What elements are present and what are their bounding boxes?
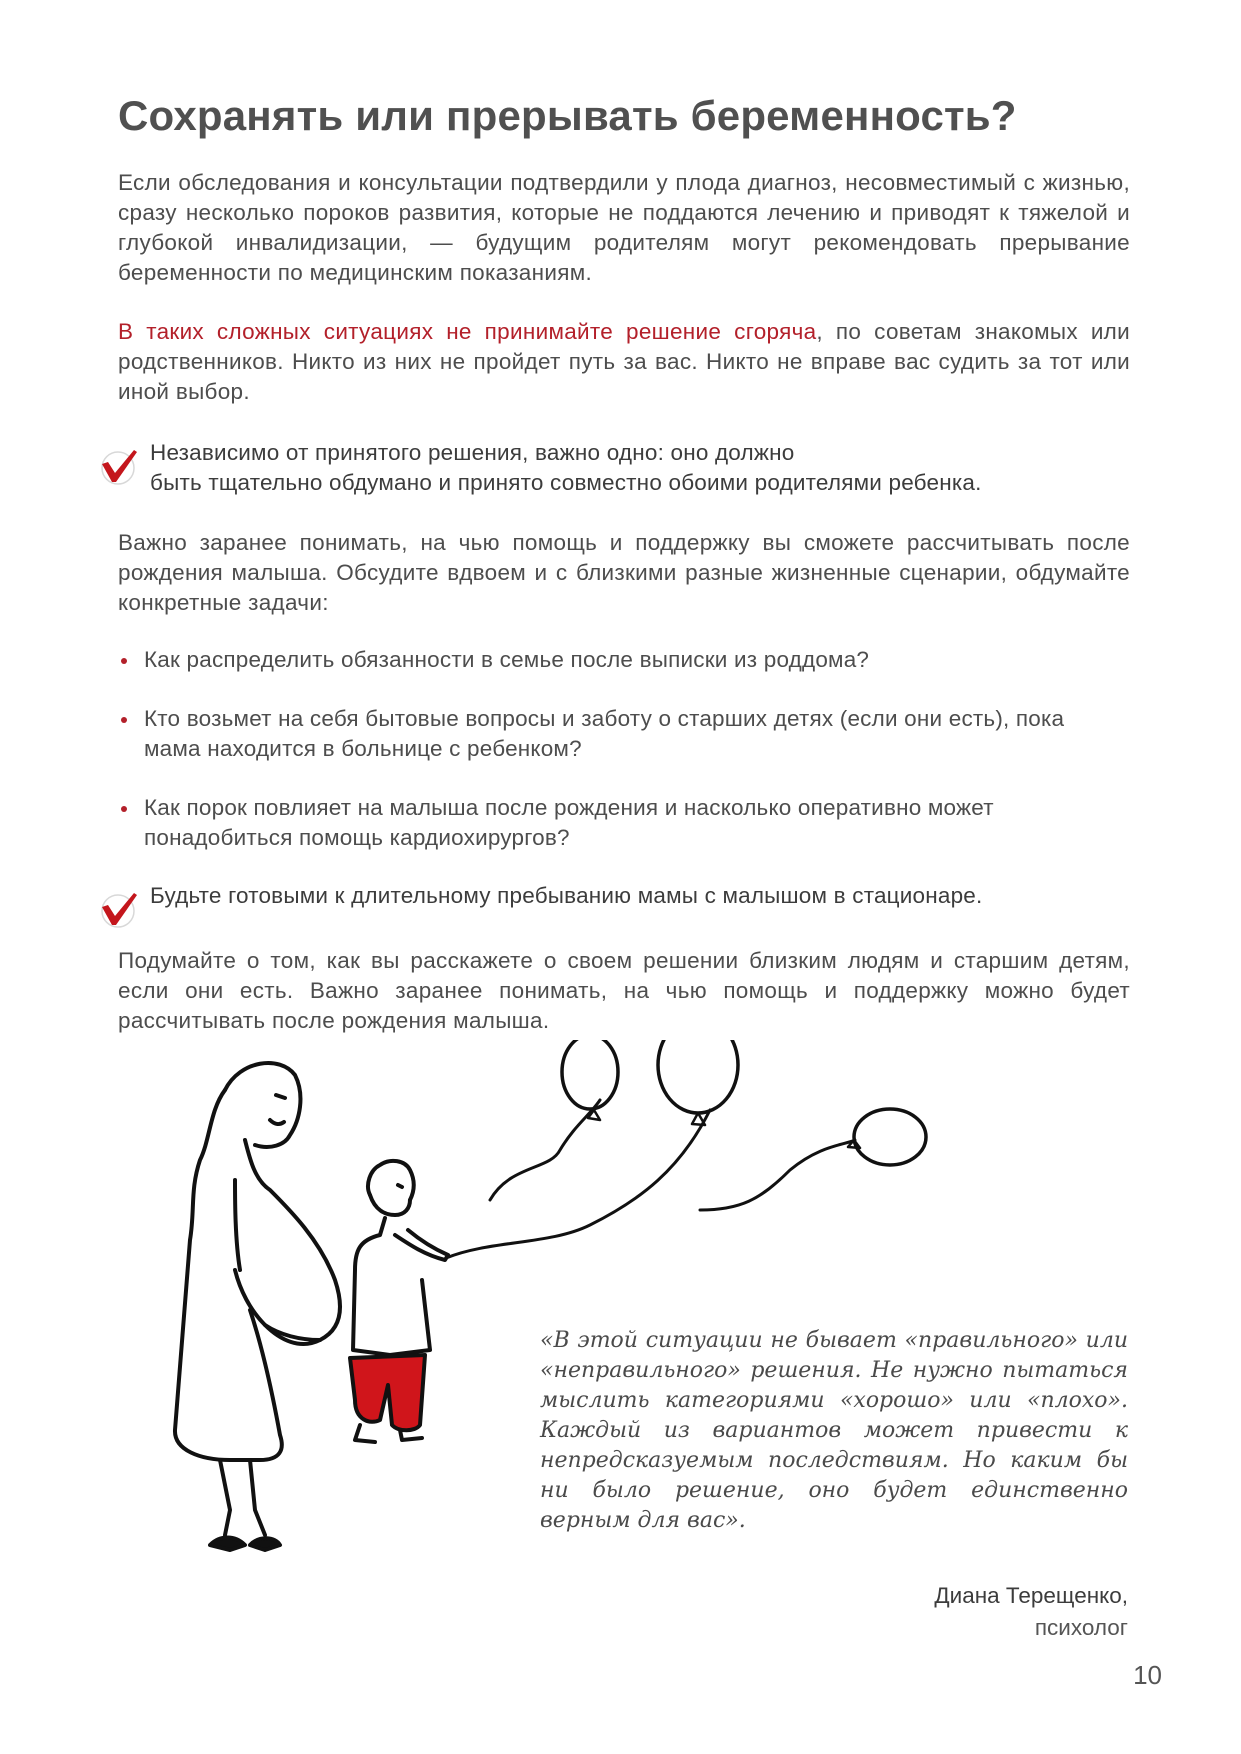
list-item: Как порок повлияет на малыша после рождения и насколько оперативно может понадобиться помощь кардиохирургов? xyxy=(118,793,1104,853)
bullet-icon xyxy=(121,658,127,664)
psychologist-quote: «В этой ситуации не бывает «правильного» или «неправильного» решения. Не нужно пытаться мыслить категориями «хорошо» или «плохо». Каждый из вариантов может привести к непредсказуемым последствиям. Но каким бы ни было решение, оно будет единственно верным для вас». xyxy=(540,1328,1128,1533)
bullet-icon xyxy=(121,806,127,812)
planning-paragraph: Важно заранее понимать, на чью помощь и поддержку вы сможете рассчитывать после рождения малыша. Обсудите вдвоем и с близкими разные жизненные сценарии, обдумайте конкретные задачи: xyxy=(118,530,1130,615)
pregnant-woman-figure xyxy=(175,1063,340,1550)
red-checkmark-icon xyxy=(98,889,140,931)
child-figure xyxy=(350,1161,448,1442)
red-checkmark-icon xyxy=(98,446,140,488)
author-name: Диана Терещенко, xyxy=(934,1583,1128,1608)
page-title: Сохранять или прерывать беременность? xyxy=(118,92,1017,139)
list-item: Кто возьмет на себя бытовые вопросы и заботу о старших детях (если они есть), пока мама находится в больнице с ребенком? xyxy=(118,704,1104,764)
page-number: 10 xyxy=(1133,1660,1162,1690)
check-note-text: Независимо от принятого решения, важно одно: оно должно быть тщательно обдумано и принято совместно обоими родителями ребенка. xyxy=(150,440,982,495)
closing-paragraph: Подумайте о том, как вы расскажете о своем решении близким людям и старшим детям, если они есть. Важно заранее понимать, на чью помощь и поддержку можно будет рассчитывать после рождения малыша. xyxy=(118,948,1130,1033)
intro-paragraph: Если обследования и консультации подтвердили у плода диагноз, несовместимый с жизнью, сразу несколько пороков развития, которые не поддаются лечению и приводят к тяжелой и глубокой инвалидизации, — будущим родителям могут рекомендовать прерывание беременности по медицинским показаниям. xyxy=(118,170,1130,285)
warning-rest: , по советам знакомых или родственников. Никто из них не пройдет путь за вас. Никто не вправе вас судить за тот или иной выбор. xyxy=(118,319,1130,404)
author-role: психолог xyxy=(1034,1615,1128,1640)
quote-attribution xyxy=(934,1580,1128,1644)
list-item: Как распределить обязанности в семье после выписки из роддома? xyxy=(118,645,1138,675)
questions-list xyxy=(118,645,1138,853)
bullet-icon xyxy=(121,717,127,723)
warning-paragraph xyxy=(118,317,1130,407)
check-note-text: Будьте готовыми к длительному пребыванию мамы с малышом в стационаре. xyxy=(150,883,983,908)
highlighted-warning: В таких сложных ситуациях не принимайте решение сгоряча xyxy=(118,319,817,344)
